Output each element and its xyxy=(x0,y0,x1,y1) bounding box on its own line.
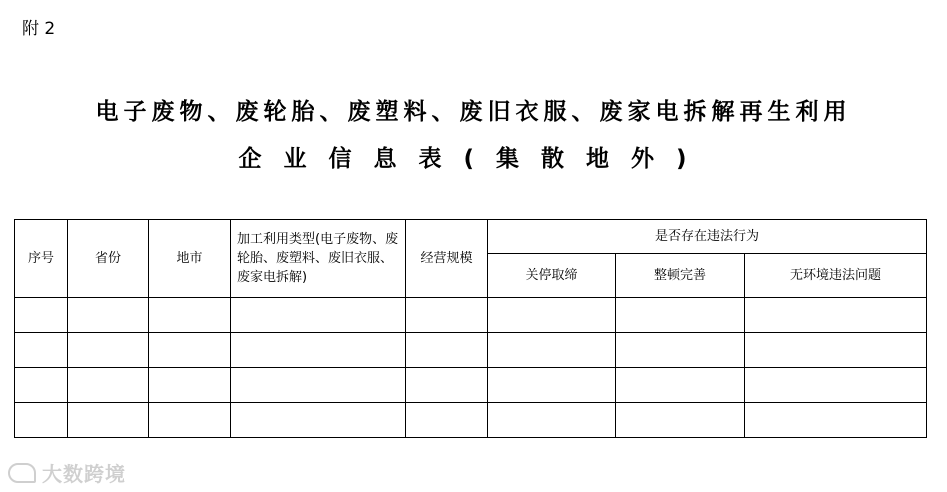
table-cell xyxy=(68,403,149,438)
table-cell xyxy=(15,333,68,368)
table-cell xyxy=(231,403,406,438)
watermark xyxy=(8,458,126,487)
header-city: 地市 xyxy=(149,220,231,298)
watermark-text: 大数跨境 xyxy=(42,462,126,486)
header-processing-type: 加工利用类型(电子废物、废轮胎、废塑料、废旧衣服、废家电拆解) xyxy=(231,220,406,298)
table-cell xyxy=(488,298,616,333)
table-cell xyxy=(488,403,616,438)
table-cell xyxy=(231,368,406,403)
table-cell xyxy=(15,298,68,333)
enterprise-info-table xyxy=(14,219,927,438)
table-cell xyxy=(616,368,745,403)
table-cell xyxy=(406,298,488,333)
table-cell xyxy=(406,368,488,403)
document-title: 电子废物、废轮胎、废塑料、废旧衣服、废家电拆解再生利用 xyxy=(95,99,852,125)
header-violation-group: 是否存在违法行为 xyxy=(488,220,927,254)
table-row xyxy=(15,368,927,403)
header-shutdown: 关停取缔 xyxy=(488,254,616,298)
table-cell xyxy=(68,333,149,368)
header-province: 省份 xyxy=(68,220,149,298)
table-cell xyxy=(745,403,927,438)
attachment-label: 附 2 xyxy=(22,19,56,39)
table-cell xyxy=(149,298,231,333)
table-cell xyxy=(616,333,745,368)
table-cell xyxy=(745,298,927,333)
table-cell xyxy=(616,403,745,438)
document-subtitle: 企业信息表(集散地外) xyxy=(238,146,709,172)
table-cell xyxy=(68,298,149,333)
header-seq: 序号 xyxy=(15,220,68,298)
table-cell xyxy=(149,403,231,438)
header-no-violation: 无环境违法问题 xyxy=(745,254,927,298)
table-cell xyxy=(488,333,616,368)
table-row xyxy=(15,403,927,438)
chat-bubble-icon xyxy=(8,463,36,483)
table-cell xyxy=(231,333,406,368)
table-cell xyxy=(231,298,406,333)
header-rectify: 整顿完善 xyxy=(616,254,745,298)
table-cell xyxy=(745,333,927,368)
table-cell xyxy=(68,368,149,403)
table-cell xyxy=(406,333,488,368)
table-row xyxy=(15,298,927,333)
table-cell xyxy=(406,403,488,438)
table-cell xyxy=(15,403,68,438)
table-row xyxy=(15,333,927,368)
table-cell xyxy=(149,368,231,403)
table-cell xyxy=(149,333,231,368)
header-scale: 经营规模 xyxy=(406,220,488,298)
table-cell xyxy=(488,368,616,403)
table-cell xyxy=(745,368,927,403)
table-cell xyxy=(15,368,68,403)
table-cell xyxy=(616,298,745,333)
